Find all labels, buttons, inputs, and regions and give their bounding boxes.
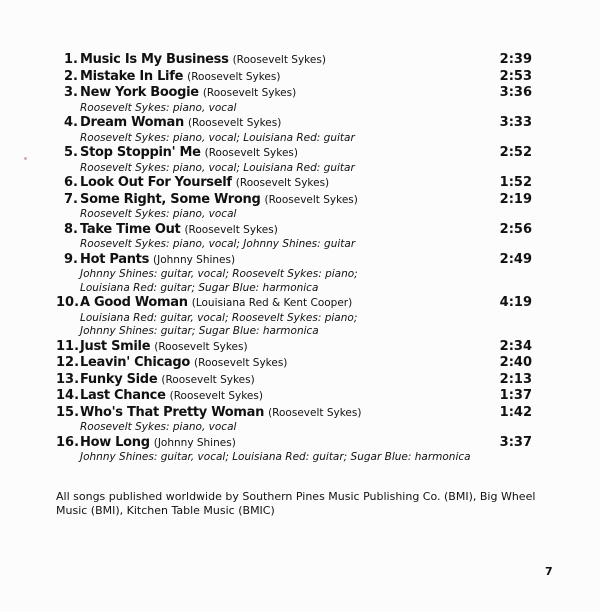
track-number: 11. [56, 338, 80, 354]
track-number: 1. [64, 52, 78, 67]
track-composer: (Roosevelt Sykes) [154, 340, 248, 353]
track-header [56, 371, 536, 389]
track-duration: 2:19 [499, 191, 532, 207]
track-composer: (Roosevelt Sykes) [161, 373, 255, 386]
track-item [56, 388, 536, 405]
track-credit: Roosevelt Sykes: piano, vocal [80, 208, 237, 220]
track-item [56, 222, 536, 252]
track-duration: 2:39 [499, 52, 532, 67]
track-duration: 1:42 [499, 404, 532, 420]
track-composer: (Johnny Shines) [153, 253, 236, 266]
track-item [56, 295, 536, 339]
track-item [56, 115, 536, 145]
track-composer: (Louisiana Red & Kent Cooper) [191, 297, 353, 309]
track-number: 12. [56, 355, 80, 370]
track-title: Stop Stoppin' Me [80, 145, 201, 160]
track-duration: 1:37 [499, 388, 532, 403]
track-header [56, 355, 536, 372]
track-duration: 2:40 [499, 355, 532, 370]
track-header [64, 52, 536, 69]
track-header [64, 115, 536, 132]
track-composer: (Roosevelt Sykes) [194, 357, 288, 369]
track-title: Who's That Pretty Woman [80, 404, 265, 420]
track-title: How Long [80, 434, 150, 450]
track-header [56, 295, 536, 312]
track-header [56, 338, 536, 356]
track-title: Music Is My Business [80, 52, 229, 67]
track-title: Take Time Out [80, 221, 181, 237]
track-duration: 2:34 [499, 338, 532, 354]
track-duration: 1:52 [499, 175, 532, 190]
track-title: New York Boogie [80, 85, 199, 100]
track-number: 3. [64, 85, 78, 100]
track-number: 13. [56, 371, 80, 387]
track-title: Leavin' Chicago [80, 355, 191, 370]
track-credit: Louisiana Red: guitar, vocal; Roosevelt Sykes: piano; [80, 311, 358, 324]
track-number: 14. [56, 388, 80, 403]
track-item [56, 145, 536, 175]
track-composer: (Roosevelt Sykes) [268, 406, 362, 419]
track-item [56, 175, 536, 192]
track-duration: 2:13 [499, 371, 532, 387]
track-header [64, 85, 536, 102]
track-number: 5. [64, 145, 78, 160]
track-composer: (Roosevelt Sykes) [264, 193, 358, 206]
track-number: 9. [64, 251, 78, 267]
track-duration: 2:56 [499, 221, 532, 237]
track-duration: 2:49 [499, 251, 532, 267]
track-duration: 3:33 [499, 115, 532, 130]
track-credit: Johnny Shines: guitar, vocal; Roosevelt Sykes: piano; [80, 268, 358, 280]
track-header [64, 68, 536, 86]
track-header [56, 404, 536, 422]
track-header [64, 145, 536, 162]
track-title: Some Right, Some Wrong [80, 191, 261, 207]
page-number: 7 [545, 565, 553, 578]
track-title: Just Smile [80, 338, 151, 354]
track-credit: Johnny Shines: guitar; Sugar Blue: harmonica [80, 325, 319, 337]
track-item [56, 85, 536, 115]
track-credit: Roosevelt Sykes: piano, vocal; Johnny Shines: guitar [80, 238, 356, 250]
track-number: 10. [56, 295, 80, 310]
track-header [64, 175, 536, 192]
track-composer: (Roosevelt Sykes) [169, 390, 263, 402]
track-number: 6. [64, 175, 78, 190]
track-duration: 2:52 [499, 145, 532, 160]
track-duration: 3:37 [499, 434, 532, 450]
track-title: Hot Pants [80, 251, 150, 267]
track-composer: (Roosevelt Sykes) [202, 87, 297, 99]
track-duration: 2:53 [499, 68, 532, 84]
track-header [64, 191, 536, 209]
track-composer: (Roosevelt Sykes) [232, 54, 326, 66]
track-credit: Johnny Shines: guitar, vocal; Louisiana Red: guitar; Sugar Blue: harmonica [80, 451, 471, 463]
track-item [56, 252, 536, 296]
track-composer: (Roosevelt Sykes) [204, 147, 298, 159]
track-duration: 4:19 [499, 295, 532, 310]
track-header [56, 434, 536, 452]
speck-mark [24, 157, 27, 160]
track-composer: (Roosevelt Sykes) [187, 117, 282, 129]
track-number: 4. [64, 115, 78, 130]
track-item [56, 69, 536, 86]
track-item [56, 339, 536, 356]
track-title: Mistake In Life [80, 68, 184, 84]
track-number: 7. [64, 191, 78, 207]
track-credit: Louisiana Red: guitar; Sugar Blue: harmonica [80, 281, 319, 294]
track-credit: Roosevelt Sykes: piano, vocal; Louisiana Red: guitar [80, 161, 355, 174]
track-credit: Roosevelt Sykes: piano, vocal; Louisiana Red: guitar [80, 131, 355, 144]
track-list [56, 52, 536, 465]
publishing-note: All songs published worldwide by Southern Pines Music Publishing Co. (BMI), Big Wheel Music (BMI), Kitchen Table Music (BMIC) [56, 490, 536, 517]
track-number: 16. [56, 434, 80, 450]
track-item [56, 435, 536, 465]
track-title: Look Out For Yourself [80, 175, 232, 190]
track-header [64, 251, 536, 269]
track-credit: Roosevelt Sykes: piano, vocal [80, 421, 237, 433]
track-number: 8. [64, 221, 78, 237]
track-composer: (Roosevelt Sykes) [184, 223, 278, 236]
track-duration: 3:36 [499, 85, 532, 100]
track-composer: (Roosevelt Sykes) [187, 70, 281, 83]
track-composer: (Roosevelt Sykes) [235, 177, 330, 189]
track-number: 2. [64, 68, 78, 84]
track-header [56, 388, 536, 405]
track-item [56, 372, 536, 389]
track-item [56, 355, 536, 372]
track-title: Funky Side [80, 371, 158, 387]
track-title: Dream Woman [80, 115, 184, 130]
track-item [56, 192, 536, 222]
track-item [56, 52, 536, 69]
track-header [64, 221, 536, 239]
track-item [56, 405, 536, 435]
track-title: A Good Woman [80, 295, 188, 310]
track-title: Last Chance [80, 388, 166, 403]
track-composer: (Johnny Shines) [153, 436, 236, 449]
track-credit: Roosevelt Sykes: piano, vocal [80, 101, 237, 114]
track-number: 15. [56, 404, 80, 420]
